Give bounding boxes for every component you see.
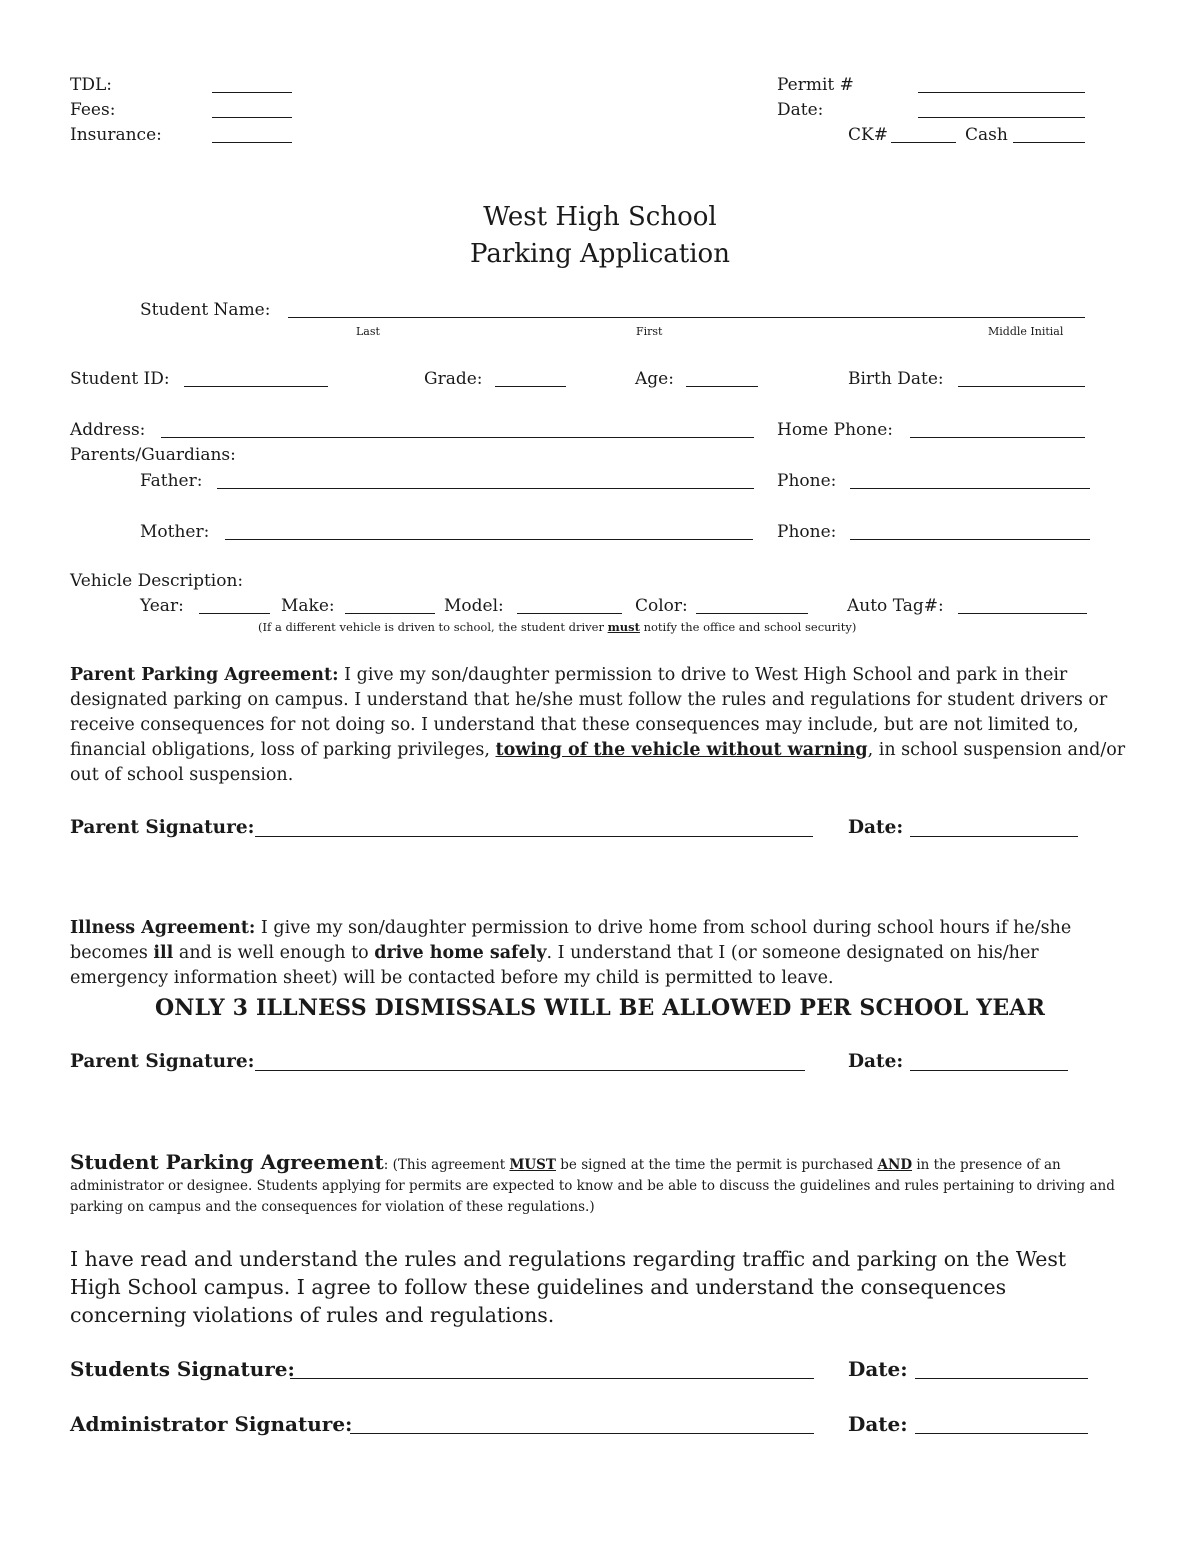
office-date-line: [918, 117, 1085, 118]
office-date-label: Date:: [777, 100, 824, 120]
mother-label: Mother:: [140, 522, 210, 542]
admin-date-label: Date:: [848, 1412, 908, 1436]
school-title: West High School: [483, 202, 717, 232]
parent-date-label-2: Date:: [848, 1051, 904, 1072]
father-field[interactable]: [217, 488, 754, 489]
student-date-field[interactable]: [915, 1378, 1088, 1379]
color-field[interactable]: [696, 613, 808, 614]
tdl-label: TDL:: [70, 75, 112, 95]
fees-line: [212, 117, 292, 118]
father-phone-label: Phone:: [777, 471, 837, 491]
address-field[interactable]: [161, 437, 754, 438]
model-field[interactable]: [517, 613, 622, 614]
cash-line: [1013, 142, 1085, 143]
mother-phone-label: Phone:: [777, 522, 837, 542]
father-phone-field[interactable]: [850, 488, 1090, 489]
home-phone-label: Home Phone:: [777, 420, 894, 440]
fees-label: Fees:: [70, 100, 116, 120]
student-signature-field[interactable]: [290, 1378, 814, 1379]
middle-caption: Middle Initial: [988, 325, 1064, 338]
auto-tag-label: Auto Tag#:: [847, 596, 944, 616]
father-label: Father:: [140, 471, 203, 491]
admin-signature-field[interactable]: [350, 1433, 814, 1434]
tdl-line: [212, 92, 292, 93]
student-id-field[interactable]: [184, 386, 328, 387]
parents-label: Parents/Guardians:: [70, 445, 236, 465]
permit-line: [918, 92, 1085, 93]
illness-dismissal-banner: ONLY 3 ILLNESS DISMISSALS WILL BE ALLOWED PER SCHOOL YEAR: [154, 995, 1046, 1021]
vehicle-label: Vehicle Description:: [70, 571, 244, 591]
parent-date-field-1[interactable]: [910, 836, 1078, 837]
mother-field[interactable]: [225, 539, 753, 540]
birth-date-label: Birth Date:: [848, 369, 944, 389]
birth-date-field[interactable]: [958, 386, 1085, 387]
parent-date-label-1: Date:: [848, 817, 904, 838]
year-label: Year:: [140, 596, 184, 616]
admin-date-field[interactable]: [915, 1433, 1088, 1434]
permit-label: Permit #: [777, 75, 854, 95]
age-field[interactable]: [686, 386, 758, 387]
student-name-label: Student Name:: [140, 300, 271, 320]
mother-phone-field[interactable]: [850, 539, 1090, 540]
last-caption: Last: [356, 325, 380, 338]
ck-label: CK#: [848, 125, 888, 145]
parent-signature-label-1: Parent Signature:: [70, 817, 255, 838]
student-parking-agreement: Student Parking Agreement: (This agreement MUST be signed at the time the permit is purchased AND in the presence of an administrator or designee. Students applying for permits are expected to know and be able to discuss the guidelines and rules pertaining to driving and parking on campus and the consequences for violation of these regulations.): [70, 1150, 1115, 1215]
student-statement: I have read and understand the rules and regulations regarding traffic and parking on the West High School campus. I agree to follow these guidelines and understand the consequences concerning violations of rules and regulations.: [70, 1247, 1067, 1327]
grade-field[interactable]: [495, 386, 566, 387]
form-title: Parking Application: [470, 239, 730, 269]
color-label: Color:: [635, 596, 688, 616]
home-phone-field[interactable]: [910, 437, 1085, 438]
age-label: Age:: [635, 369, 674, 389]
make-field[interactable]: [345, 613, 435, 614]
year-field[interactable]: [199, 613, 270, 614]
parent-signature-field-1[interactable]: [255, 836, 813, 837]
address-label: Address:: [70, 420, 146, 440]
make-label: Make:: [281, 596, 335, 616]
auto-tag-field[interactable]: [958, 613, 1087, 614]
parent-signature-label-2: Parent Signature:: [70, 1051, 255, 1072]
cash-label: Cash: [965, 125, 1008, 145]
student-name-field[interactable]: [288, 317, 1085, 318]
parent-signature-field-2[interactable]: [255, 1070, 805, 1071]
student-id-label: Student ID:: [70, 369, 170, 389]
admin-signature-label: Administrator Signature:: [70, 1412, 353, 1436]
student-signature-label: Students Signature:: [70, 1357, 295, 1381]
ck-line: [891, 142, 956, 143]
insurance-label: Insurance:: [70, 125, 162, 145]
vehicle-note: (If a different vehicle is driven to school, the student driver must notify the office and school security): [258, 620, 857, 634]
first-caption: First: [636, 325, 663, 338]
model-label: Model:: [444, 596, 504, 616]
insurance-line: [212, 142, 292, 143]
student-date-label: Date:: [848, 1357, 908, 1381]
parent-parking-agreement: Parent Parking Agreement: I give my son/daughter permission to drive to West High School and park in their designated parking on campus. I understand that he/she must follow the rules and regulations for student drivers or receive consequences for not doing so. I understand that these consequences may include, but are not limited to, financial obligations, loss of parking privileges, towing of the vehicle without warning, in school suspension and/or out of school suspension.: [70, 665, 1126, 785]
parent-date-field-2[interactable]: [910, 1070, 1068, 1071]
illness-agreement: Illness Agreement: I give my son/daughter permission to drive home from school during school hours if he/she becomes ill and is well enough to drive home safely. I understand that I (or someone designated on his/her emergency information sheet) will be contacted before my child is permitted to leave.: [70, 918, 1072, 988]
grade-label: Grade:: [424, 369, 483, 389]
